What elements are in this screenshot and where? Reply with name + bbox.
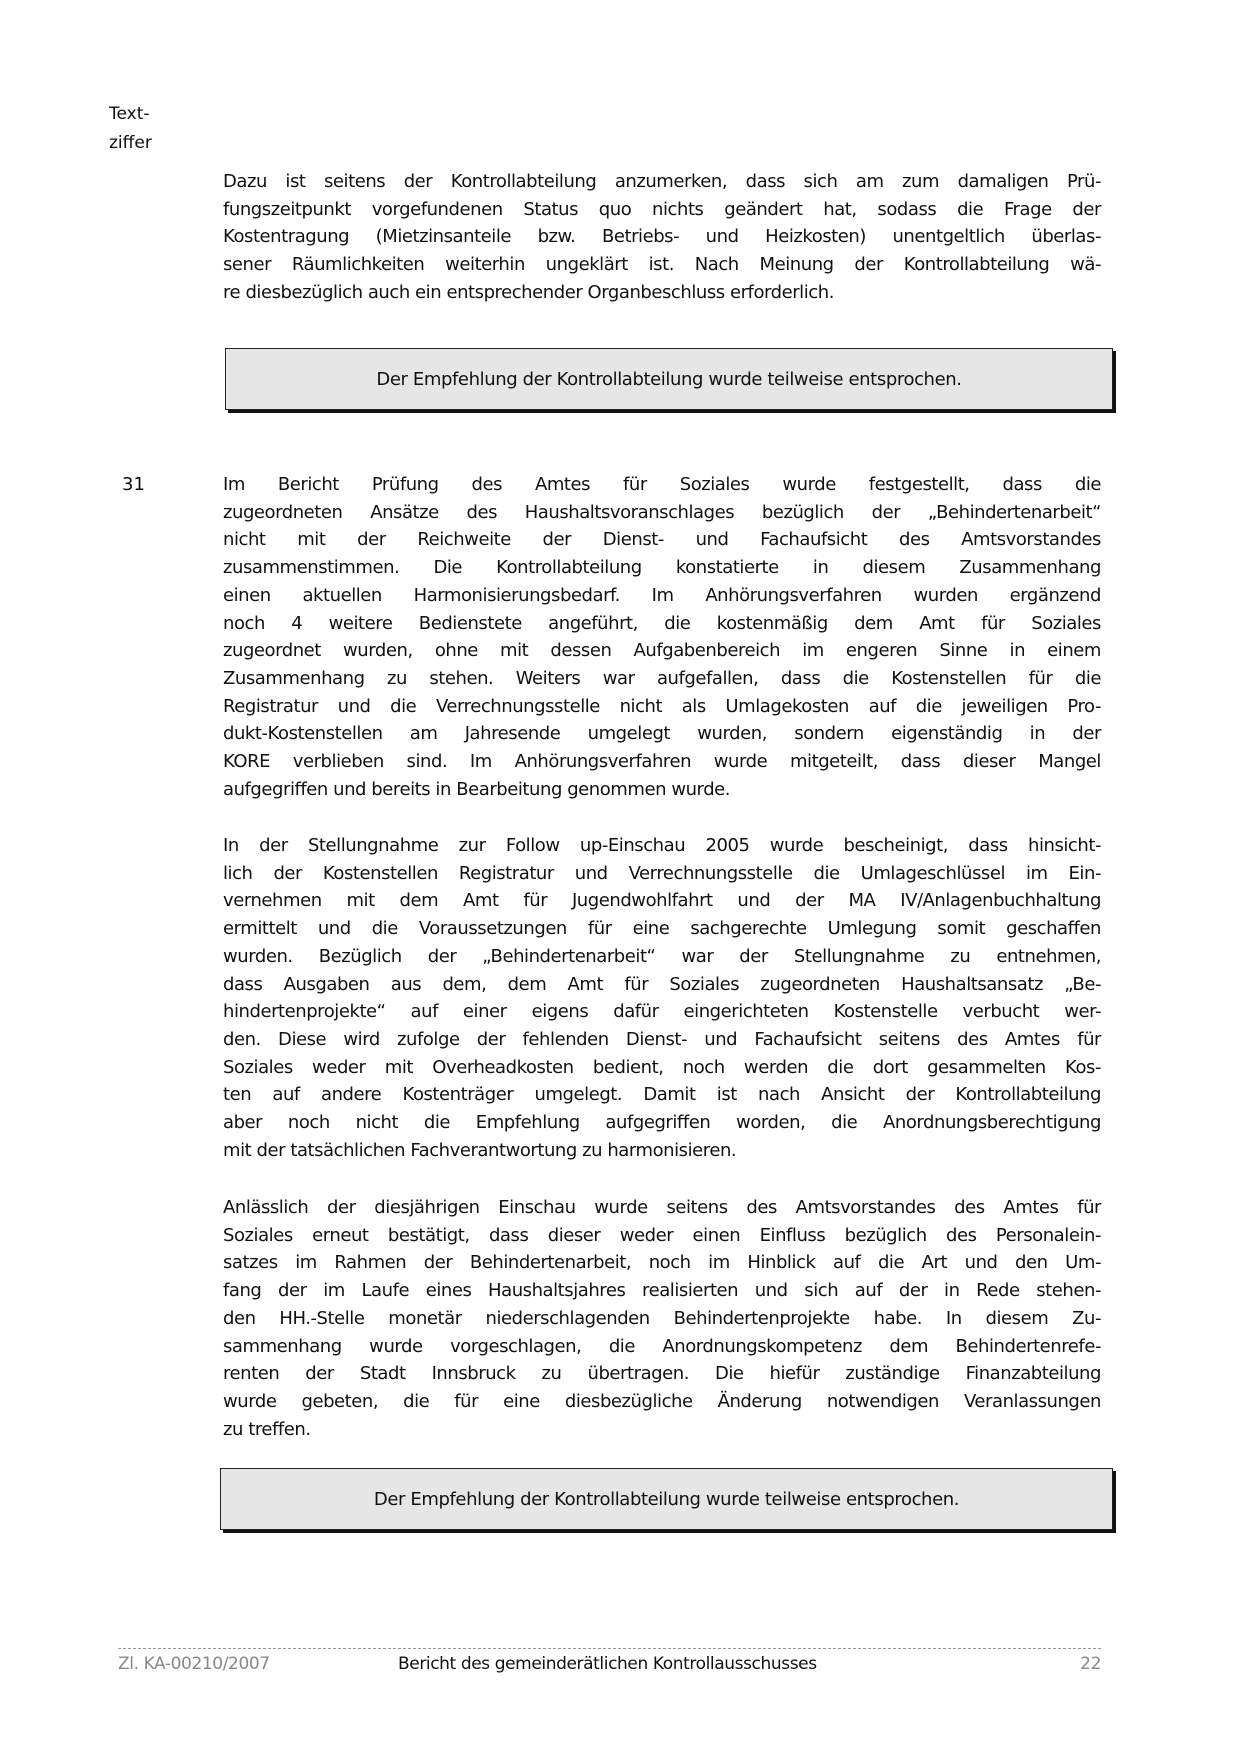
paragraph-31-finding <box>223 471 1101 803</box>
text-line: lich der Kostenstellen Registratur und Verrechnungsstelle die Umlageschlüssel im Ein- <box>223 862 1101 884</box>
text-line: zusammenstimmen. Die Kontrollabteilung konstatierte in diesem Zusammenhang <box>223 557 1101 579</box>
text-line: satzes im Rahmen der Behindertenarbeit, noch im Hinblick auf die Art und den Um- <box>223 1252 1101 1274</box>
text-line: zu treffen. <box>223 1418 311 1440</box>
section-number: 31 <box>122 474 145 495</box>
text-line: mit der tatsächlichen Fachverantwortung zu harmonisieren. <box>223 1139 737 1161</box>
text-line: wurden. Bezüglich der „Behindertenarbeit“ war der Stellungnahme zu entnehmen, <box>223 945 1101 967</box>
text-line: vernehmen mit dem Amt für Jugendwohlfahrt und der MA IV/Anlagenbuchhaltung <box>223 890 1101 912</box>
text-line: nicht mit der Reichweite der Dienst- und Fachaufsicht des Amtsvorstandes <box>223 529 1101 551</box>
text-line: re diesbezüglich auch ein entsprechender Organbeschluss erforderlich. <box>223 281 834 303</box>
text-line: sener Räumlichkeiten weiterhin ungeklärt ist. Nach Meinung der Kontrollabteilung wä- <box>223 254 1101 276</box>
text-line: fang der im Laufe eines Haushaltsjahres realisierten und sich auf der in Rede stehen- <box>223 1280 1101 1302</box>
paragraph-31-statement <box>223 832 1101 1164</box>
footer-reference: Zl. KA-00210/2007 <box>118 1654 270 1674</box>
paragraph-31-current <box>223 1194 1101 1443</box>
footer-title: Bericht des gemeinderätlichen Kontrollausschusses <box>398 1654 817 1674</box>
text-line: aufgegriffen und bereits in Bearbeitung genommen wurde. <box>223 778 731 800</box>
text-line: renten der Stadt Innsbruck zu übertragen. Die hiefür zuständige Finanzabteilung <box>223 1363 1101 1385</box>
recommendation-status-box <box>225 348 1113 410</box>
text-line: dukt-Kostenstellen am Jahresende umgelegt wurden, sondern eigenständig in der <box>223 723 1101 745</box>
text-line: fungszeitpunkt vorgefundenen Status quo nichts geändert hat, sodass die Frage der <box>223 198 1101 220</box>
paragraph-intro <box>223 168 1101 307</box>
text-line: KORE verblieben sind. Im Anhörungsverfahren wurde mitgeteilt, dass dieser Mangel <box>223 751 1101 773</box>
text-line: Soziales erneut bestätigt, dass dieser weder einen Einfluss bezüglich des Personalein- <box>223 1224 1101 1246</box>
text-line: Dazu ist seitens der Kontrollabteilung anzumerken, dass sich am zum damaligen Prü- <box>223 171 1101 192</box>
text-line: noch 4 weitere Bedienstete angeführt, die kostenmäßig dem Amt für Soziales <box>223 612 1101 634</box>
text-line: Zusammenhang zu stehen. Weiters war aufgefallen, dass die Kostenstellen für die <box>223 667 1101 689</box>
page-number: 22 <box>1080 1654 1101 1674</box>
margin-label-line: Text- <box>109 104 150 124</box>
text-line: ten auf andere Kostenträger umgelegt. Damit ist nach Ansicht der Kontrollabteilung <box>223 1084 1101 1106</box>
text-line: In der Stellungnahme zur Follow up-Einschau 2005 wurde bescheinigt, dass hinsicht- <box>223 835 1101 856</box>
recommendation-status-text: Der Empfehlung der Kontrollabteilung wurde teilweise entsprochen. <box>373 1488 960 1510</box>
text-line: dass Ausgaben aus dem, dem Amt für Soziales zugeordneten Haushaltsansatz „Be- <box>223 973 1101 995</box>
text-line: Kostentragung (Mietzinsanteile bzw. Betriebs- und Heizkosten) unentgeltlich überlas- <box>223 226 1101 248</box>
text-line: Soziales weder mit Overheadkosten bedient, noch werden die dort gesammelten Kos- <box>223 1056 1101 1078</box>
text-line: wurde gebeten, die für eine diesbezügliche Änderung notwendigen Veranlassungen <box>223 1390 1101 1412</box>
text-line: den HH.-Stelle monetär niederschlagenden Behindertenprojekte habe. In diesem Zu- <box>223 1307 1101 1329</box>
text-line: zugeordneten Ansätze des Haushaltsvoranschlages bezüglich der „Behindertenarbeit“ <box>223 501 1101 523</box>
text-line: zugeordnet wurden, ohne mit dessen Aufgabenbereich im engeren Sinne in einem <box>223 640 1101 662</box>
text-line: Im Bericht Prüfung des Amtes für Soziales wurde festgestellt, dass die <box>223 474 1101 495</box>
text-line: sammenhang wurde vorgeschlagen, die Anordnungskompetenz dem Behindertenrefe- <box>223 1335 1101 1357</box>
text-line: aber noch nicht die Empfehlung aufgegriffen worden, die Anordnungsberechtigung <box>223 1112 1101 1134</box>
footer-divider <box>118 1648 1101 1649</box>
recommendation-status-text: Der Empfehlung der Kontrollabteilung wurde teilweise entsprochen. <box>376 368 962 390</box>
text-line: Anlässlich der diesjährigen Einschau wurde seitens des Amtsvorstandes des Amtes für <box>223 1197 1101 1218</box>
text-line: ermittelt und die Voraussetzungen für eine sachgerechte Umlegung somit geschaffen <box>223 918 1101 940</box>
margin-label-line: ziffer <box>109 133 152 153</box>
text-line: Registratur und die Verrechnungsstelle nicht als Umlagekosten auf die jeweiligen Pro- <box>223 695 1101 717</box>
text-line: einen aktuellen Harmonisierungsbedarf. Im Anhörungsverfahren wurden ergänzend <box>223 584 1101 606</box>
recommendation-status-box <box>220 1468 1113 1530</box>
text-line: hindertenprojekte“ auf einer eigens dafür eingerichteten Kostenstelle verbucht wer- <box>223 1001 1101 1023</box>
margin-label <box>109 100 152 158</box>
text-line: den. Diese wird zufolge der fehlenden Dienst- und Fachaufsicht seitens des Amtes für <box>223 1028 1101 1050</box>
